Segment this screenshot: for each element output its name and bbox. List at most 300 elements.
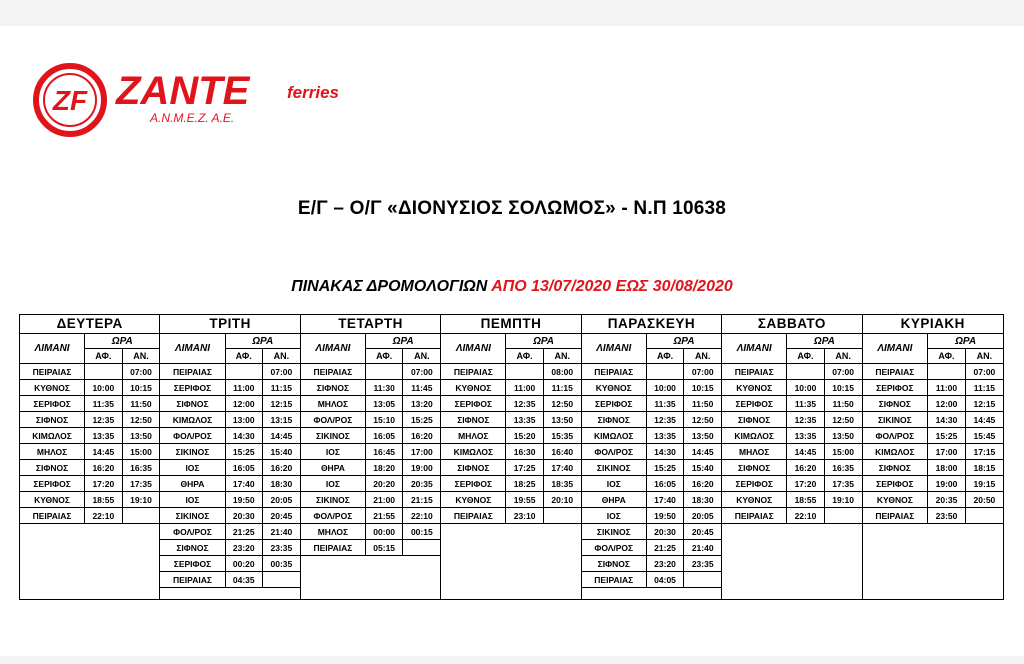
departure-cell: 17:15	[965, 444, 1003, 460]
departure-cell: 16:20	[403, 428, 440, 444]
port-cell: ΣΙΦΝΟΣ	[441, 412, 506, 428]
table-row	[160, 508, 299, 524]
table-row	[160, 540, 299, 556]
table-row	[863, 460, 1003, 476]
table-row	[301, 508, 440, 524]
port-cell: ΠΕΙΡΑΙΑΣ	[20, 364, 85, 380]
table-row	[160, 524, 299, 540]
day-name: ΠΑΡΑΣΚΕΥΗ	[582, 315, 721, 334]
day-column	[160, 315, 300, 599]
table-row	[160, 572, 299, 588]
departure-cell: 16:40	[543, 444, 580, 460]
table-row	[722, 396, 861, 412]
day-name: ΣΑΒΒΑΤΟ	[722, 315, 861, 334]
departure-cell	[684, 572, 721, 588]
port-cell: ΣΙΦΝΟΣ	[863, 460, 928, 476]
document-page	[0, 26, 1024, 656]
departure-cell	[824, 508, 861, 524]
port-cell: ΣΙΦΝΟΣ	[20, 412, 85, 428]
logo-company: Α.Ν.Μ.Ε.Ζ. Α.Ε.	[150, 111, 235, 125]
table-row	[160, 380, 299, 396]
table-row	[582, 428, 721, 444]
port-cell: ΣΕΡΙΦΟΣ	[722, 396, 787, 412]
day-column	[722, 315, 862, 599]
day-schedule-table	[160, 334, 299, 588]
arrival-cell: 14:45	[85, 444, 122, 460]
arrival-cell: 11:35	[787, 396, 824, 412]
departure-cell: 13:50	[824, 428, 861, 444]
port-cell: ΣΙΦΝΟΣ	[582, 556, 647, 572]
table-row	[722, 508, 861, 524]
port-cell: ΣΙΦΝΟΣ	[722, 412, 787, 428]
departure-cell: 13:50	[122, 428, 159, 444]
arrival-cell: 22:10	[787, 508, 824, 524]
departure-cell: 11:45	[403, 380, 440, 396]
departure-cell: 20:05	[684, 508, 721, 524]
arrival-cell: 23:20	[646, 556, 683, 572]
departure-header: ΑΝ.	[403, 349, 440, 364]
port-cell: ΙΟΣ	[301, 444, 366, 460]
departure-cell: 18:30	[684, 492, 721, 508]
schedule-title	[0, 278, 1024, 296]
departure-cell: 14:45	[965, 412, 1003, 428]
arrival-cell: 17:00	[928, 444, 966, 460]
port-cell: ΣΕΡΙΦΟΣ	[863, 380, 928, 396]
arrival-cell: 16:20	[85, 460, 122, 476]
vessel-title: Ε/Γ – Ο/Γ «ΔΙΟΝΥΣΙΟΣ ΣΟΛΩΜΟΣ» - Ν.Π 10638	[297, 198, 727, 219]
arrival-cell: 19:00	[928, 476, 966, 492]
table-row	[160, 396, 299, 412]
port-cell: ΙΟΣ	[160, 460, 225, 476]
arrival-cell: 17:25	[506, 460, 543, 476]
table-row	[582, 412, 721, 428]
arrival-cell: 23:20	[225, 540, 262, 556]
time-header: ΩΡΑ	[646, 334, 721, 349]
table-row	[441, 364, 580, 380]
departure-cell: 16:35	[122, 460, 159, 476]
departure-cell: 10:15	[684, 380, 721, 396]
port-cell: ΠΕΙΡΑΙΑΣ	[722, 364, 787, 380]
table-row	[301, 380, 440, 396]
departure-cell: 18:30	[262, 476, 299, 492]
arrival-cell: 10:00	[787, 380, 824, 396]
logo-mark: ZF	[52, 85, 88, 116]
departure-cell: 20:35	[403, 476, 440, 492]
table-row	[160, 556, 299, 572]
arrival-header: ΑΦ.	[787, 349, 824, 364]
arrival-cell: 18:25	[506, 476, 543, 492]
arrival-cell	[85, 364, 122, 380]
table-row	[863, 444, 1003, 460]
table-row	[160, 476, 299, 492]
departure-cell: 16:20	[684, 476, 721, 492]
departure-cell: 21:40	[262, 524, 299, 540]
port-cell: ΦΟΛ/ΡΟΣ	[160, 524, 225, 540]
arrival-cell: 13:35	[787, 428, 824, 444]
arrival-cell: 18:55	[787, 492, 824, 508]
port-cell: ΠΕΙΡΑΙΑΣ	[20, 508, 85, 524]
table-row	[301, 412, 440, 428]
departure-cell	[122, 508, 159, 524]
departure-cell: 11:50	[684, 396, 721, 412]
table-row	[301, 396, 440, 412]
departure-cell: 00:35	[262, 556, 299, 572]
table-row	[863, 492, 1003, 508]
zante-ferries-logo	[32, 60, 372, 140]
departure-cell: 14:45	[262, 428, 299, 444]
departure-cell: 12:50	[824, 412, 861, 428]
port-cell: ΠΕΙΡΑΙΑΣ	[160, 572, 225, 588]
departure-cell: 13:15	[262, 412, 299, 428]
arrival-cell: 20:30	[646, 524, 683, 540]
departure-cell: 10:15	[122, 380, 159, 396]
arrival-cell: 16:05	[365, 428, 402, 444]
port-cell: ΠΕΙΡΑΙΑΣ	[722, 508, 787, 524]
port-cell: ΚΥΘΝΟΣ	[722, 380, 787, 396]
departure-cell: 18:35	[543, 476, 580, 492]
table-row	[582, 364, 721, 380]
arrival-cell: 11:00	[506, 380, 543, 396]
departure-cell	[965, 508, 1003, 524]
table-row	[20, 476, 159, 492]
departure-cell: 07:00	[684, 364, 721, 380]
port-cell: ΚΥΘΝΟΣ	[722, 492, 787, 508]
port-cell: ΣΕΡΙΦΟΣ	[863, 476, 928, 492]
departure-cell	[403, 540, 440, 556]
arrival-cell	[365, 364, 402, 380]
port-cell: ΙΟΣ	[160, 492, 225, 508]
port-cell: ΠΕΙΡΑΙΑΣ	[582, 364, 647, 380]
port-header: ΛΙΜΑΝΙ	[441, 334, 506, 364]
port-cell: ΜΗΛΟΣ	[441, 428, 506, 444]
header-row	[20, 334, 159, 349]
port-cell: ΠΕΙΡΑΙΑΣ	[863, 508, 928, 524]
departure-cell: 15:40	[684, 460, 721, 476]
departure-cell: 17:00	[403, 444, 440, 460]
port-cell: ΣΙΚΙΝΟΣ	[582, 460, 647, 476]
table-row	[582, 540, 721, 556]
port-cell: ΘΗΡΑ	[582, 492, 647, 508]
departure-cell: 12:15	[262, 396, 299, 412]
table-row	[160, 492, 299, 508]
day-schedule-table	[722, 334, 861, 524]
port-header: ΛΙΜΑΝΙ	[722, 334, 787, 364]
table-row	[160, 412, 299, 428]
table-row	[582, 380, 721, 396]
arrival-cell: 12:00	[225, 396, 262, 412]
departure-cell: 12:50	[122, 412, 159, 428]
table-row	[722, 444, 861, 460]
arrival-cell: 20:30	[225, 508, 262, 524]
departure-cell	[262, 572, 299, 588]
arrival-header: ΑΦ.	[365, 349, 402, 364]
arrival-cell: 13:35	[85, 428, 122, 444]
departure-header: ΑΝ.	[543, 349, 580, 364]
time-header: ΩΡΑ	[506, 334, 581, 349]
schedule-title-prefix: ΠΙΝΑΚΑΣ ΔΡΟΜΟΛΟΓΙΩΝ	[291, 278, 492, 295]
table-row	[441, 412, 580, 428]
port-cell: ΚΥΘΝΟΣ	[20, 380, 85, 396]
departure-header: ΑΝ.	[684, 349, 721, 364]
day-schedule-table	[863, 334, 1003, 524]
table-row	[20, 460, 159, 476]
port-cell: ΚΥΘΝΟΣ	[441, 492, 506, 508]
table-row	[301, 540, 440, 556]
port-cell: ΜΗΛΟΣ	[301, 524, 366, 540]
schedule-table	[19, 314, 1004, 600]
table-row	[722, 476, 861, 492]
table-row	[301, 428, 440, 444]
port-cell: ΚΥΘΝΟΣ	[20, 492, 85, 508]
departure-cell: 12:15	[965, 396, 1003, 412]
port-cell: ΦΟΛ/ΡΟΣ	[582, 444, 647, 460]
port-header: ΛΙΜΑΝΙ	[582, 334, 647, 364]
arrival-cell: 17:20	[85, 476, 122, 492]
departure-cell: 15:25	[403, 412, 440, 428]
port-cell: ΣΕΡΙΦΟΣ	[20, 476, 85, 492]
table-row	[160, 428, 299, 444]
table-row	[441, 380, 580, 396]
port-cell: ΚΥΘΝΟΣ	[582, 380, 647, 396]
port-cell: ΣΕΡΙΦΟΣ	[160, 380, 225, 396]
departure-cell: 11:15	[262, 380, 299, 396]
departure-cell: 17:35	[824, 476, 861, 492]
port-cell: ΣΙΦΝΟΣ	[160, 540, 225, 556]
day-name: ΤΕΤΑΡΤΗ	[301, 315, 440, 334]
arrival-cell: 21:25	[646, 540, 683, 556]
arrival-cell: 19:50	[646, 508, 683, 524]
arrival-header: ΑΦ.	[225, 349, 262, 364]
departure-cell: 15:00	[824, 444, 861, 460]
arrival-cell: 21:00	[365, 492, 402, 508]
departure-cell: 07:00	[122, 364, 159, 380]
table-row	[441, 492, 580, 508]
port-cell: ΜΗΛΟΣ	[722, 444, 787, 460]
arrival-cell: 13:35	[646, 428, 683, 444]
arrival-cell: 13:05	[365, 396, 402, 412]
port-cell: ΣΙΚΙΝΟΣ	[863, 412, 928, 428]
time-header: ΩΡΑ	[365, 334, 440, 349]
departure-cell: 13:50	[543, 412, 580, 428]
port-cell: ΜΗΛΟΣ	[301, 396, 366, 412]
table-row	[301, 524, 440, 540]
departure-cell: 07:00	[262, 364, 299, 380]
table-row	[301, 460, 440, 476]
table-row	[301, 476, 440, 492]
departure-cell: 07:00	[824, 364, 861, 380]
table-row	[441, 428, 580, 444]
arrival-cell: 12:35	[787, 412, 824, 428]
arrival-cell: 12:35	[85, 412, 122, 428]
arrival-cell: 00:20	[225, 556, 262, 572]
table-row	[582, 524, 721, 540]
arrival-cell: 20:20	[365, 476, 402, 492]
departure-cell: 17:35	[122, 476, 159, 492]
arrival-cell: 10:00	[85, 380, 122, 396]
port-cell: ΚΙΜΩΛΟΣ	[582, 428, 647, 444]
port-cell: ΣΙΦΝΟΣ	[722, 460, 787, 476]
departure-cell: 15:40	[262, 444, 299, 460]
header-row	[301, 334, 440, 349]
port-cell: ΣΙΦΝΟΣ	[441, 460, 506, 476]
departure-cell: 23:35	[262, 540, 299, 556]
port-cell: ΠΕΙΡΑΙΑΣ	[582, 572, 647, 588]
table-row	[160, 364, 299, 380]
port-cell: ΦΟΛ/ΡΟΣ	[582, 540, 647, 556]
arrival-cell: 16:20	[787, 460, 824, 476]
table-row	[863, 396, 1003, 412]
arrival-cell: 14:30	[646, 444, 683, 460]
port-cell: ΣΕΡΙΦΟΣ	[20, 396, 85, 412]
departure-cell: 17:40	[543, 460, 580, 476]
arrival-cell: 11:35	[85, 396, 122, 412]
arrival-cell: 00:00	[365, 524, 402, 540]
arrival-header: ΑΦ.	[506, 349, 543, 364]
day-column	[20, 315, 160, 599]
arrival-cell	[787, 364, 824, 380]
arrival-cell: 21:25	[225, 524, 262, 540]
header-row	[863, 334, 1003, 349]
port-cell: ΣΕΡΙΦΟΣ	[441, 476, 506, 492]
arrival-cell: 11:00	[928, 380, 966, 396]
arrival-cell: 18:20	[365, 460, 402, 476]
departure-cell: 11:50	[824, 396, 861, 412]
port-cell: ΣΙΦΝΟΣ	[301, 380, 366, 396]
day-column	[863, 315, 1003, 599]
arrival-cell: 17:40	[225, 476, 262, 492]
port-header: ΛΙΜΑΝΙ	[20, 334, 85, 364]
header-row	[722, 334, 861, 349]
port-header: ΛΙΜΑΝΙ	[863, 334, 928, 364]
departure-cell: 11:15	[965, 380, 1003, 396]
departure-cell: 22:10	[403, 508, 440, 524]
departure-cell: 18:15	[965, 460, 1003, 476]
table-row	[441, 476, 580, 492]
port-cell: ΣΙΚΙΝΟΣ	[160, 444, 225, 460]
table-row	[582, 444, 721, 460]
day-name: ΠΕΜΠΤΗ	[441, 315, 580, 334]
arrival-header: ΑΦ.	[928, 349, 966, 364]
port-cell: ΚΙΜΩΛΟΣ	[441, 444, 506, 460]
departure-cell: 20:10	[543, 492, 580, 508]
table-row	[582, 492, 721, 508]
departure-header: ΑΝ.	[965, 349, 1003, 364]
table-row	[160, 444, 299, 460]
arrival-cell: 14:30	[928, 412, 966, 428]
port-cell: ΚΙΜΩΛΟΣ	[722, 428, 787, 444]
port-cell: ΦΟΛ/ΡΟΣ	[863, 428, 928, 444]
port-header: ΛΙΜΑΝΙ	[301, 334, 366, 364]
port-cell: ΦΟΛ/ΡΟΣ	[301, 412, 366, 428]
arrival-cell: 20:35	[928, 492, 966, 508]
time-header: ΩΡΑ	[787, 334, 862, 349]
departure-cell: 11:50	[122, 396, 159, 412]
arrival-cell: 04:05	[646, 572, 683, 588]
port-cell: ΚΙΜΩΛΟΣ	[20, 428, 85, 444]
table-row	[863, 508, 1003, 524]
arrival-cell: 14:45	[787, 444, 824, 460]
arrival-cell: 15:25	[225, 444, 262, 460]
departure-cell: 20:05	[262, 492, 299, 508]
table-row	[722, 364, 861, 380]
arrival-cell: 22:10	[85, 508, 122, 524]
arrival-cell: 16:05	[225, 460, 262, 476]
table-row	[441, 508, 580, 524]
departure-cell	[543, 508, 580, 524]
arrival-cell: 15:10	[365, 412, 402, 428]
table-row	[160, 460, 299, 476]
departure-cell: 21:40	[684, 540, 721, 556]
header-row	[160, 334, 299, 349]
departure-cell: 15:00	[122, 444, 159, 460]
header-row	[441, 334, 580, 349]
table-row	[20, 396, 159, 412]
table-row	[582, 396, 721, 412]
table-row	[301, 492, 440, 508]
departure-cell: 15:35	[543, 428, 580, 444]
port-cell: ΘΗΡΑ	[301, 460, 366, 476]
port-cell: ΣΕΡΙΦΟΣ	[582, 396, 647, 412]
port-cell: ΣΙΚΙΝΟΣ	[301, 492, 366, 508]
port-cell: ΚΙΜΩΛΟΣ	[863, 444, 928, 460]
table-row	[582, 556, 721, 572]
departure-cell: 00:15	[403, 524, 440, 540]
day-column	[301, 315, 441, 599]
departure-cell: 08:00	[543, 364, 580, 380]
departure-header: ΑΝ.	[122, 349, 159, 364]
port-cell: ΣΙΦΝΟΣ	[160, 396, 225, 412]
table-row	[722, 492, 861, 508]
port-cell: ΘΗΡΑ	[160, 476, 225, 492]
day-name: ΔΕΥΤΕΡΑ	[20, 315, 159, 334]
table-row	[582, 460, 721, 476]
arrival-cell: 10:00	[646, 380, 683, 396]
table-row	[20, 412, 159, 428]
day-name: ΚΥΡΙΑΚΗ	[863, 315, 1003, 334]
arrival-cell: 11:00	[225, 380, 262, 396]
port-cell: ΜΗΛΟΣ	[20, 444, 85, 460]
table-row	[20, 380, 159, 396]
arrival-cell: 16:45	[365, 444, 402, 460]
schedule-period: ΑΠΟ 13/07/2020 ΕΩΣ 30/08/2020	[491, 278, 733, 295]
departure-cell: 16:20	[262, 460, 299, 476]
arrival-cell	[646, 364, 683, 380]
departure-cell: 20:45	[262, 508, 299, 524]
arrival-cell: 12:35	[506, 396, 543, 412]
arrival-cell: 15:25	[646, 460, 683, 476]
arrival-header: ΑΦ.	[85, 349, 122, 364]
day-schedule-table	[441, 334, 580, 524]
arrival-header: ΑΦ.	[646, 349, 683, 364]
arrival-cell: 17:20	[787, 476, 824, 492]
port-cell: ΠΕΙΡΑΙΑΣ	[160, 364, 225, 380]
departure-cell: 21:15	[403, 492, 440, 508]
arrival-cell: 14:30	[225, 428, 262, 444]
table-row	[722, 380, 861, 396]
table-row	[20, 444, 159, 460]
departure-cell: 14:45	[684, 444, 721, 460]
port-cell: ΠΕΙΡΑΙΑΣ	[441, 508, 506, 524]
day-column	[441, 315, 581, 599]
arrival-cell: 23:10	[506, 508, 543, 524]
table-row	[20, 428, 159, 444]
departure-cell: 20:50	[965, 492, 1003, 508]
port-cell: ΙΟΣ	[301, 476, 366, 492]
port-cell: ΠΕΙΡΑΙΑΣ	[441, 364, 506, 380]
arrival-cell: 04:35	[225, 572, 262, 588]
departure-cell: 20:45	[684, 524, 721, 540]
arrival-cell: 11:35	[646, 396, 683, 412]
